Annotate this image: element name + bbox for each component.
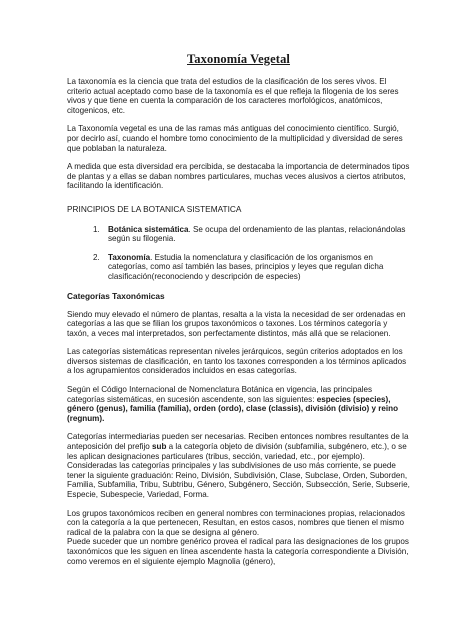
list-item: [102, 253, 410, 282]
paragraph-hierarchy: Las categorías sistemáticas representan niveles jerárquicos, según criterios adoptados en los diversos sistemas de clasificación, en tanto los taxones corresponden a los términos aplicados a los agrupamientos considerados incluidos en esas categorías.: [67, 347, 407, 376]
paragraph-diversity: A medida que esta diversidad era percibida, se destacaba la importancia de determinados tipos de plantas y a ellas se daban nombres particulares, muchas veces alusivos a ciertos atributos, facilitando la identificación.: [67, 162, 410, 191]
categories-heading: Categorías Taxonómicas: [67, 290, 165, 301]
paragraph-graduation: Consideradas las categorías principales y las subdivisiones de uso más corriente, se puede tener la siguiente graduación: Reino, División, Subdivisión, Clase, Subclase, Orden, Suborden, Familia, Subfamilia, Tribu, Subtribu, Género, Subgénero, Sección, Subsección, Serie, Subserie, Especie, Subespecie, Variedad, Forma.: [67, 461, 410, 499]
list-item-term: Botánica sistemática: [108, 224, 189, 234]
paragraph-ordering: Siendo muy elevado el número de plantas, resalta a la vista la necesidad de ser ordenadas en categorías a las que se filian los grupos taxonómicos o taxones. Los términos categoría y taxón, a veces mal interpretados, son perfectamente distintos, más allá que se relacionen.: [67, 309, 406, 338]
list-item-text: . Se ocupa del ordenamiento de las plantas, relacionándolas según su filogenia.: [108, 224, 406, 244]
intermediate-text-1: Categorías intermediarias pueden ser necesarias. Reciben entonces nombres resultantes de la anteposición del prefijo: [67, 432, 409, 452]
paragraph-intermediate: [67, 432, 410, 461]
paragraph-code: [67, 385, 410, 423]
code-text: Según el Código Internacional de Nomenclatura Botánica en vigencia, las principales categorías sistemáticas, en sucesión ascendente, son las siguientes:: [67, 385, 373, 404]
document-title: Taxonomía Vegetal: [187, 52, 290, 66]
prefix-sub: sub: [152, 442, 167, 452]
paragraph-definition: La taxonomía es la ciencia que trata del estudios de la clasificación de los seres vivos. El criterio actual aceptado como base de la taxonomía es el que refleja la filogenia de los seres vivos y que tiene en cuenta la comparación de los caracteres morfológicos, anatómicos, citogenicos, etc.: [67, 77, 399, 115]
principles-heading: PRINCIPIOS DE LA BOTANICA SISTEMATICA: [67, 203, 242, 214]
paragraph-history: La Taxonomía vegetal es una de las ramas más antiguas del conocimiento científico. Surgió, por decirlo así, cuando el hombre tomo conocimiento de la multiplicidad y diversidad de seres que poblaban la naturaleza.: [67, 124, 403, 153]
category-list-bold: especies (species), género (genus), familia (familia), orden (ordo), clase (classis), división (divisio) y reino (regnum).: [67, 394, 399, 423]
paragraph-terminations: Los grupos taxonómicos reciben en general nombres con terminaciones propias, relacionados con la categoría a la que pertenecen, Resultan, en estos casos, nombres que tienen el mismo radical de la palabra con la que se designa al género.: [67, 508, 405, 537]
list-item: [102, 225, 410, 244]
principles-list: [67, 225, 410, 282]
paragraph-generic-name: Puede suceder que un nombre genérico provea el radical para las designaciones de los grupos taxonómicos que les siguen en línea ascendente hasta la categoría correspondiente a División, como veremos en el siguiente ejemplo Magnolia (género),: [67, 537, 409, 566]
list-item-term: Taxonomía: [108, 252, 151, 262]
intermediate-text-2: a la categoría objeto de división (subfamilia, subgénero, etc.), o se les aplican designaciones particulares (tribus, sección, variedad, etc., por ejemplo).: [67, 442, 407, 461]
list-item-text: . Estudia la nomenclatura y clasificación de los organismos en categorías, como así también las bases, principios y leyes que regulan dicha clasificación(reconociendo y descripción de especies): [108, 252, 384, 281]
